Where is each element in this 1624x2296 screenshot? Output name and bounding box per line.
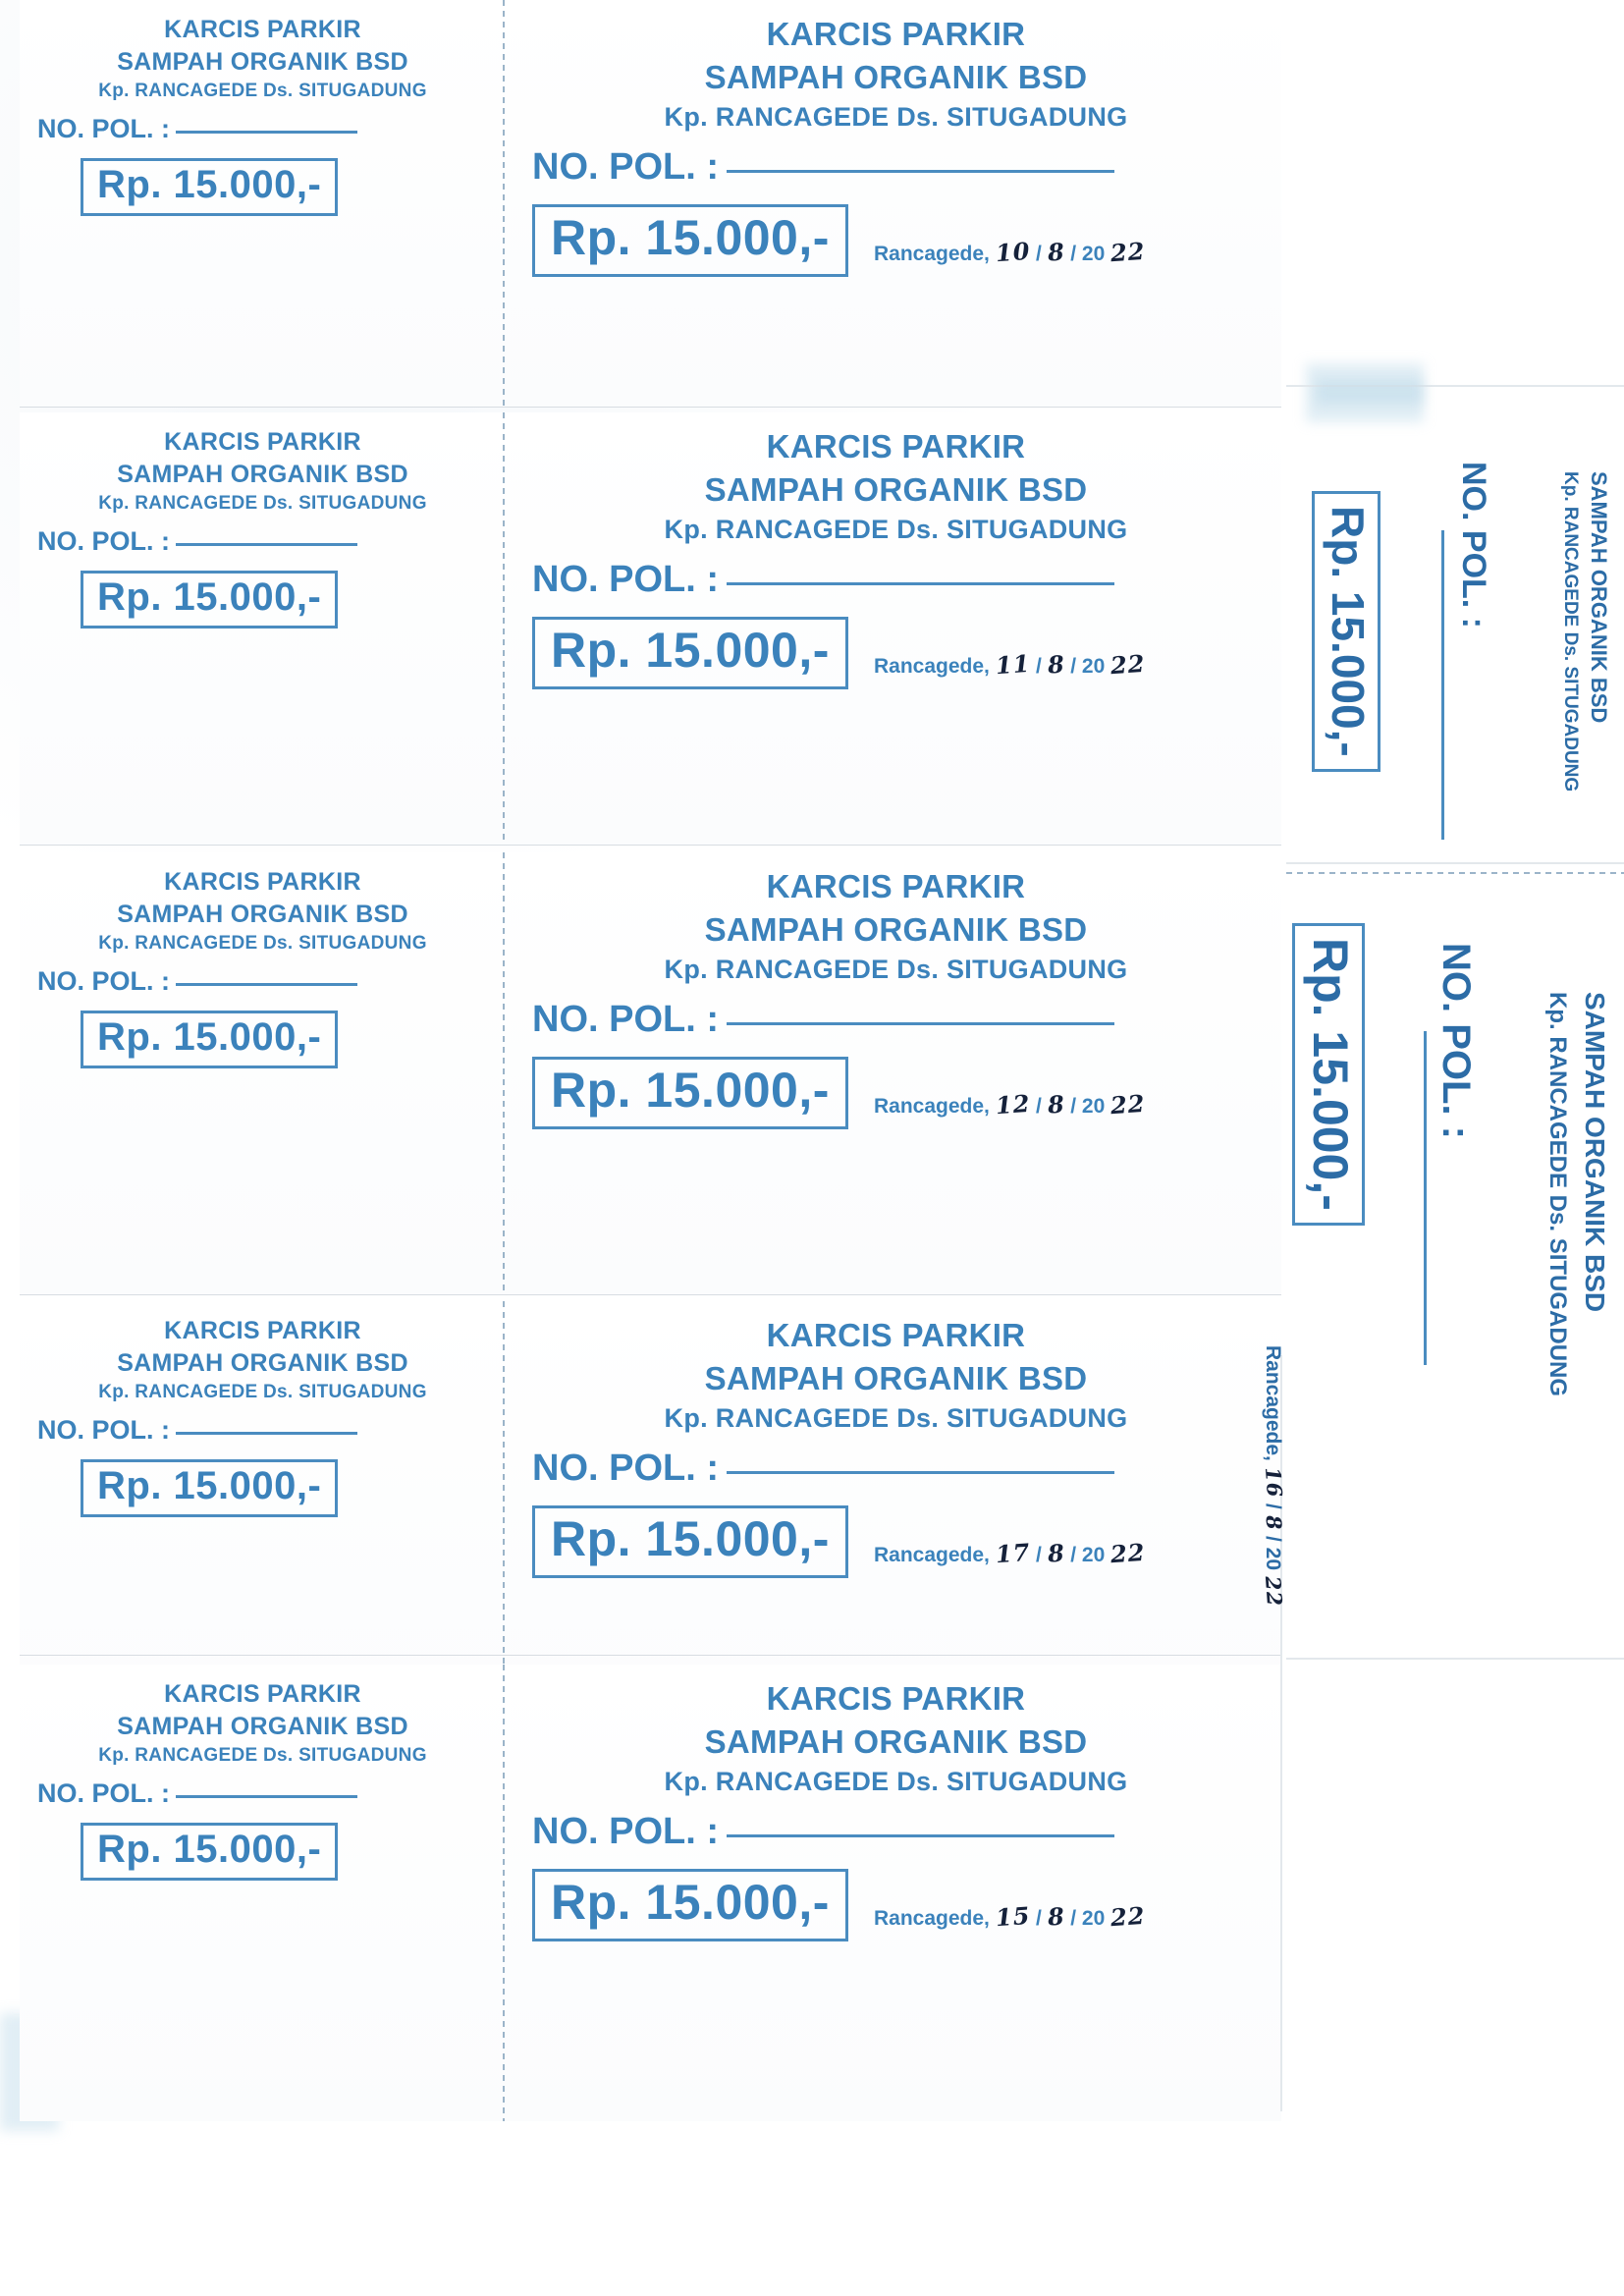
main-title-line3: Kp. RANCAGEDE Ds. SITUGADUNG bbox=[664, 102, 1128, 132]
year-prefix: 20 bbox=[1081, 1095, 1106, 1118]
ticket-row bbox=[20, 0, 1281, 408]
stub-title-line2: SAMPAH ORGANIK BSD bbox=[117, 48, 408, 76]
handwritten-month: 8 bbox=[1046, 1089, 1066, 1120]
ticket-stub bbox=[20, 1665, 506, 2121]
main-price: Rp. 15.000,- bbox=[532, 617, 848, 689]
date-slash-2: / bbox=[1070, 1544, 1077, 1566]
stub-nopol-text: NO. POL. : bbox=[37, 114, 170, 143]
stub-price: Rp. 15.000,- bbox=[81, 1459, 338, 1517]
stub-nopol-rule bbox=[176, 125, 357, 134]
date-slash-1: / bbox=[1035, 655, 1042, 678]
main-nopol-label bbox=[532, 999, 1281, 1041]
stub-nopol-rule bbox=[176, 977, 357, 986]
stub-nopol-label bbox=[37, 526, 506, 557]
main-nopol-text: NO. POL. : bbox=[532, 1811, 719, 1852]
side-title-line3: Kp. RANCAGEDE Ds. SITUGADUNG bbox=[1560, 471, 1581, 793]
main-title-line1: KARCIS PARKIR bbox=[766, 16, 1026, 52]
ticket-stub bbox=[20, 0, 506, 408]
stub-price: Rp. 15.000,- bbox=[81, 158, 338, 216]
main-title-line1: KARCIS PARKIR bbox=[766, 868, 1026, 904]
side-date-slash-2: / bbox=[1262, 1535, 1284, 1542]
main-nopol-rule bbox=[727, 1463, 1114, 1474]
row-separator bbox=[20, 845, 1281, 846]
main-price: Rp. 15.000,- bbox=[532, 1869, 848, 1941]
main-title-line2: SAMPAH ORGANIK BSD bbox=[704, 59, 1088, 95]
main-title-line3: Kp. RANCAGEDE Ds. SITUGADUNG bbox=[664, 1767, 1128, 1796]
side-title-line2: SAMPAH ORGANIK BSD bbox=[1580, 992, 1610, 1313]
row-separator bbox=[20, 1294, 1281, 1295]
stub-title-line1: KARCIS PARKIR bbox=[164, 428, 361, 456]
side-date-field bbox=[1261, 1345, 1286, 1607]
ticket-main bbox=[511, 412, 1281, 845]
main-date-field bbox=[874, 1539, 1146, 1567]
stub-title-line1: KARCIS PARKIR bbox=[164, 1680, 361, 1708]
stub-nopol-rule bbox=[176, 1789, 357, 1798]
ticket-main bbox=[511, 0, 1281, 408]
ticket-sheet bbox=[20, 0, 1281, 2121]
main-price: Rp. 15.000,- bbox=[532, 204, 848, 277]
main-title-line2: SAMPAH ORGANIK BSD bbox=[704, 1723, 1088, 1760]
date-slash-2: / bbox=[1070, 243, 1077, 265]
main-title-line1: KARCIS PARKIR bbox=[766, 1317, 1026, 1353]
stub-nopol-label bbox=[37, 114, 506, 144]
year-prefix: 20 bbox=[1081, 1907, 1106, 1930]
ticket-stub bbox=[20, 852, 506, 1294]
place-label: Rancagede, bbox=[874, 655, 990, 678]
handwritten-year: 22 bbox=[1110, 1900, 1147, 1933]
main-nopol-label bbox=[532, 559, 1281, 601]
side-perforation-line bbox=[1286, 872, 1624, 874]
ticket-row bbox=[20, 1665, 1281, 2121]
main-title-line2: SAMPAH ORGANIK BSD bbox=[704, 1360, 1088, 1396]
handwritten-year: 22 bbox=[1110, 1088, 1147, 1121]
main-price: Rp. 15.000,- bbox=[532, 1057, 848, 1129]
paper-tint bbox=[1316, 379, 1424, 405]
side-title-line3: Kp. RANCAGEDE Ds. SITUGADUNG bbox=[1544, 992, 1571, 1397]
main-date-field bbox=[874, 1090, 1146, 1119]
main-date-field bbox=[874, 238, 1146, 266]
stub-price: Rp. 15.000,- bbox=[81, 1011, 338, 1068]
main-nopol-text: NO. POL. : bbox=[532, 146, 719, 188]
main-nopol-rule bbox=[727, 1014, 1114, 1025]
side-place-label: Rancagede, bbox=[1262, 1345, 1284, 1461]
stub-nopol-label bbox=[37, 966, 506, 997]
side-title-line2: SAMPAH ORGANIK BSD bbox=[1587, 471, 1611, 724]
ticket-main bbox=[511, 852, 1281, 1294]
stub-title-line3: Kp. RANCAGEDE Ds. SITUGADUNG bbox=[98, 493, 427, 514]
stub-nopol-rule bbox=[176, 1426, 357, 1435]
stub-title-line3: Kp. RANCAGEDE Ds. SITUGADUNG bbox=[98, 1382, 427, 1402]
stub-title-line2: SAMPAH ORGANIK BSD bbox=[117, 1713, 408, 1740]
main-nopol-label bbox=[532, 146, 1281, 189]
row-separator bbox=[20, 1655, 1281, 1656]
handwritten-day: 12 bbox=[994, 1088, 1032, 1121]
date-slash-1: / bbox=[1035, 243, 1042, 265]
year-prefix: 20 bbox=[1081, 1544, 1106, 1566]
side-handwritten-month: 8 bbox=[1261, 1513, 1287, 1531]
place-label: Rancagede, bbox=[874, 1907, 990, 1930]
side-nopol-label: NO. POL. : bbox=[1455, 462, 1492, 629]
date-slash-2: / bbox=[1070, 655, 1077, 678]
handwritten-day: 11 bbox=[994, 648, 1032, 681]
handwritten-day: 15 bbox=[994, 1900, 1032, 1933]
side-year-prefix: 20 bbox=[1262, 1547, 1284, 1571]
main-nopol-label bbox=[532, 1811, 1281, 1853]
year-prefix: 20 bbox=[1081, 655, 1106, 678]
main-title-line1: KARCIS PARKIR bbox=[766, 1680, 1026, 1717]
main-title-line3: Kp. RANCAGEDE Ds. SITUGADUNG bbox=[664, 1403, 1128, 1433]
side-price: Rp. 15.000,- bbox=[1292, 923, 1365, 1226]
ticket-row bbox=[20, 852, 1281, 1294]
date-slash-1: / bbox=[1035, 1095, 1042, 1118]
main-date-field bbox=[874, 1902, 1146, 1931]
handwritten-month: 8 bbox=[1046, 1901, 1066, 1932]
stub-title-line3: Kp. RANCAGEDE Ds. SITUGADUNG bbox=[98, 933, 427, 954]
main-nopol-label bbox=[532, 1448, 1281, 1490]
stub-nopol-text: NO. POL. : bbox=[37, 1778, 170, 1808]
side-date-slash-1: / bbox=[1262, 1503, 1284, 1509]
main-title-line2: SAMPAH ORGANIK BSD bbox=[704, 911, 1088, 948]
date-slash-2: / bbox=[1070, 1907, 1077, 1930]
side-handwritten-day: 16 bbox=[1260, 1465, 1288, 1499]
place-label: Rancagede, bbox=[874, 243, 990, 265]
main-nopol-rule bbox=[727, 574, 1114, 585]
stub-title-line2: SAMPAH ORGANIK BSD bbox=[117, 461, 408, 488]
handwritten-day: 17 bbox=[994, 1537, 1032, 1569]
date-slash-2: / bbox=[1070, 1095, 1077, 1118]
stub-nopol-label bbox=[37, 1415, 506, 1446]
ticket-row bbox=[20, 412, 1281, 845]
side-nopol-rule bbox=[1424, 1031, 1427, 1365]
ticket-main bbox=[511, 1665, 1281, 2121]
handwritten-day: 10 bbox=[994, 236, 1032, 268]
main-nopol-text: NO. POL. : bbox=[532, 559, 719, 600]
stub-title-line3: Kp. RANCAGEDE Ds. SITUGADUNG bbox=[98, 81, 427, 101]
stub-title-line3: Kp. RANCAGEDE Ds. SITUGADUNG bbox=[98, 1745, 427, 1766]
ticket-stub bbox=[20, 412, 506, 845]
handwritten-year: 22 bbox=[1110, 236, 1147, 268]
row-separator bbox=[20, 407, 1281, 408]
stub-title-line1: KARCIS PARKIR bbox=[164, 868, 361, 896]
handwritten-month: 8 bbox=[1046, 237, 1066, 267]
main-nopol-text: NO. POL. : bbox=[532, 1448, 719, 1489]
stub-nopol-text: NO. POL. : bbox=[37, 1415, 170, 1445]
handwritten-year: 22 bbox=[1110, 648, 1147, 681]
handwritten-month: 8 bbox=[1046, 1538, 1066, 1568]
main-nopol-rule bbox=[727, 1827, 1114, 1837]
place-label: Rancagede, bbox=[874, 1095, 990, 1118]
stub-nopol-text: NO. POL. : bbox=[37, 526, 170, 556]
handwritten-year: 22 bbox=[1110, 1537, 1147, 1569]
year-prefix: 20 bbox=[1081, 243, 1106, 265]
stub-title-line1: KARCIS PARKIR bbox=[164, 1317, 361, 1344]
side-sheet-edge bbox=[1286, 1658, 1624, 1660]
side-sheet-edge bbox=[1286, 862, 1624, 864]
side-price: Rp. 15.000,- bbox=[1312, 491, 1380, 772]
date-slash-1: / bbox=[1035, 1907, 1042, 1930]
main-price: Rp. 15.000,- bbox=[532, 1505, 848, 1578]
main-nopol-rule bbox=[727, 162, 1114, 173]
side-handwritten-year: 22 bbox=[1260, 1575, 1288, 1608]
main-title-line3: Kp. RANCAGEDE Ds. SITUGADUNG bbox=[664, 515, 1128, 544]
stub-nopol-text: NO. POL. : bbox=[37, 966, 170, 996]
stub-price: Rp. 15.000,- bbox=[81, 571, 338, 629]
stub-nopol-rule bbox=[176, 537, 357, 546]
main-title-line1: KARCIS PARKIR bbox=[766, 428, 1026, 465]
stub-title-line2: SAMPAH ORGANIK BSD bbox=[117, 901, 408, 928]
stub-title-line1: KARCIS PARKIR bbox=[164, 16, 361, 43]
main-date-field bbox=[874, 650, 1146, 679]
stub-nopol-label bbox=[37, 1778, 506, 1809]
date-slash-1: / bbox=[1035, 1544, 1042, 1566]
main-title-line3: Kp. RANCAGEDE Ds. SITUGADUNG bbox=[664, 955, 1128, 984]
handwritten-month: 8 bbox=[1046, 649, 1066, 680]
side-nopol-rule bbox=[1441, 530, 1444, 840]
stub-title-line2: SAMPAH ORGANIK BSD bbox=[117, 1349, 408, 1377]
main-nopol-text: NO. POL. : bbox=[532, 999, 719, 1040]
side-nopol-label: NO. POL. : bbox=[1435, 943, 1478, 1139]
place-label: Rancagede, bbox=[874, 1544, 990, 1566]
stub-price: Rp. 15.000,- bbox=[81, 1823, 338, 1881]
main-title-line2: SAMPAH ORGANIK BSD bbox=[704, 471, 1088, 508]
